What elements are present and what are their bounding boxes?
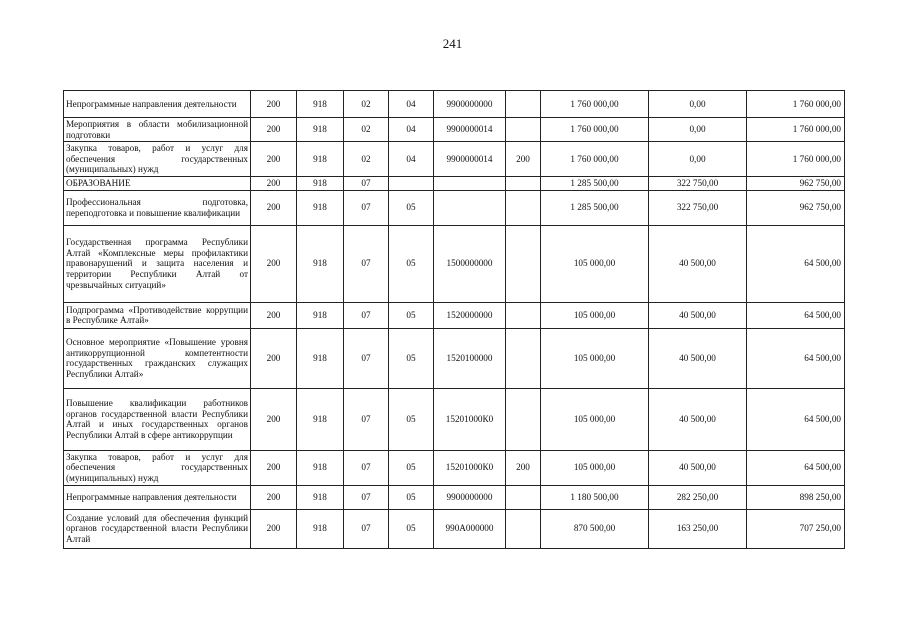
- subsection-cell: 05: [389, 225, 434, 302]
- amount-federal-cell: 0,00: [649, 142, 747, 177]
- amount-total-cell: 105 000,00: [541, 328, 649, 388]
- table-row: [64, 142, 845, 177]
- table-row: [64, 190, 845, 225]
- expense-type-cell: [506, 118, 541, 142]
- amount-federal-cell: 163 250,00: [649, 509, 747, 548]
- amount-regional-cell: 1 760 000,00: [747, 142, 845, 177]
- table-row: [64, 302, 845, 328]
- admin-code-cell: 200: [251, 302, 297, 328]
- amount-regional-cell: 707 250,00: [747, 509, 845, 548]
- expense-type-cell: [506, 190, 541, 225]
- admin-code-cell: 200: [251, 388, 297, 450]
- expense-type-cell: [506, 177, 541, 191]
- section-cell: 07: [344, 225, 389, 302]
- amount-federal-cell: 0,00: [649, 91, 747, 118]
- table-row: [64, 485, 845, 509]
- amount-total-cell: 1 760 000,00: [541, 142, 649, 177]
- ministry-code-cell: 918: [297, 91, 344, 118]
- target-article-cell: 990А000000: [434, 509, 506, 548]
- target-article-cell: [434, 190, 506, 225]
- admin-code-cell: 200: [251, 328, 297, 388]
- amount-federal-cell: 40 500,00: [649, 302, 747, 328]
- subsection-cell: 05: [389, 302, 434, 328]
- ministry-code-cell: 918: [297, 225, 344, 302]
- amount-regional-cell: 962 750,00: [747, 177, 845, 191]
- ministry-code-cell: 918: [297, 142, 344, 177]
- budget-table: [63, 90, 845, 549]
- section-cell: 02: [344, 91, 389, 118]
- ministry-code-cell: 918: [297, 328, 344, 388]
- table-row: [64, 225, 845, 302]
- item-name-cell: Непрограммные направления деятельности: [64, 91, 251, 118]
- amount-total-cell: 105 000,00: [541, 302, 649, 328]
- section-cell: 07: [344, 388, 389, 450]
- target-article-cell: 9900000014: [434, 142, 506, 177]
- target-article-cell: 15201000К0: [434, 450, 506, 485]
- item-name-cell: Закупка товаров, работ и услуг для обеспечения государственных (муниципальных) нужд: [64, 142, 251, 177]
- amount-federal-cell: 282 250,00: [649, 485, 747, 509]
- subsection-cell: 04: [389, 142, 434, 177]
- section-cell: 07: [344, 177, 389, 191]
- ministry-code-cell: 918: [297, 485, 344, 509]
- expense-type-cell: [506, 91, 541, 118]
- subsection-cell: 05: [389, 450, 434, 485]
- section-cell: 07: [344, 328, 389, 388]
- item-name-cell: ОБРАЗОВАНИЕ: [64, 177, 251, 191]
- table-row: [64, 177, 845, 191]
- target-article-cell: 9900000000: [434, 91, 506, 118]
- section-cell: 02: [344, 142, 389, 177]
- amount-total-cell: 1 760 000,00: [541, 118, 649, 142]
- item-name-cell: Подпрограмма «Противодействие коррупции в Республике Алтай»: [64, 302, 251, 328]
- item-name-cell: Мероприятия в области мобилизационной подготовки: [64, 118, 251, 142]
- table-row: [64, 328, 845, 388]
- amount-federal-cell: 40 500,00: [649, 328, 747, 388]
- table-row: [64, 509, 845, 548]
- amount-regional-cell: 64 500,00: [747, 328, 845, 388]
- admin-code-cell: 200: [251, 450, 297, 485]
- section-cell: 02: [344, 118, 389, 142]
- amount-regional-cell: 64 500,00: [747, 225, 845, 302]
- subsection-cell: 05: [389, 388, 434, 450]
- amount-total-cell: 105 000,00: [541, 388, 649, 450]
- amount-federal-cell: 322 750,00: [649, 177, 747, 191]
- target-article-cell: 15201000К0: [434, 388, 506, 450]
- expense-type-cell: [506, 225, 541, 302]
- amount-total-cell: 1 180 500,00: [541, 485, 649, 509]
- amount-regional-cell: 64 500,00: [747, 302, 845, 328]
- subsection-cell: 05: [389, 328, 434, 388]
- expense-type-cell: [506, 485, 541, 509]
- table-row: [64, 450, 845, 485]
- admin-code-cell: 200: [251, 91, 297, 118]
- amount-regional-cell: 962 750,00: [747, 190, 845, 225]
- admin-code-cell: 200: [251, 485, 297, 509]
- admin-code-cell: 200: [251, 142, 297, 177]
- ministry-code-cell: 918: [297, 302, 344, 328]
- item-name-cell: Профессиональная подготовка, переподготовка и повышение квалификации: [64, 190, 251, 225]
- ministry-code-cell: 918: [297, 118, 344, 142]
- item-name-cell: Создание условий для обеспечения функций органов государственной власти Республики Алтай: [64, 509, 251, 548]
- target-article-cell: 1520100000: [434, 328, 506, 388]
- expense-type-cell: [506, 328, 541, 388]
- budget-table-body: [64, 91, 845, 549]
- subsection-cell: 04: [389, 91, 434, 118]
- subsection-cell: 05: [389, 485, 434, 509]
- amount-federal-cell: 40 500,00: [649, 450, 747, 485]
- admin-code-cell: 200: [251, 509, 297, 548]
- amount-regional-cell: 898 250,00: [747, 485, 845, 509]
- amount-regional-cell: 1 760 000,00: [747, 91, 845, 118]
- admin-code-cell: 200: [251, 225, 297, 302]
- item-name-cell: Государственная программа Республики Алтай «Комплексные меры профилактики правонарушений и защита населения и территории Республики Алтай от чрезвычайных ситуаций»: [64, 225, 251, 302]
- expense-type-cell: [506, 302, 541, 328]
- ministry-code-cell: 918: [297, 190, 344, 225]
- amount-total-cell: 105 000,00: [541, 225, 649, 302]
- target-article-cell: 1500000000: [434, 225, 506, 302]
- amount-total-cell: 105 000,00: [541, 450, 649, 485]
- target-article-cell: 1520000000: [434, 302, 506, 328]
- section-cell: 07: [344, 509, 389, 548]
- amount-regional-cell: 1 760 000,00: [747, 118, 845, 142]
- amount-federal-cell: 40 500,00: [649, 388, 747, 450]
- target-article-cell: 9900000000: [434, 485, 506, 509]
- subsection-cell: 04: [389, 118, 434, 142]
- table-row: [64, 388, 845, 450]
- ministry-code-cell: 918: [297, 177, 344, 191]
- item-name-cell: Основное мероприятие «Повышение уровня антикоррупционной компетентности государственных гражданских служащих Республики Алтай»: [64, 328, 251, 388]
- admin-code-cell: 200: [251, 118, 297, 142]
- subsection-cell: [389, 177, 434, 191]
- item-name-cell: Непрограммные направления деятельности: [64, 485, 251, 509]
- table-row: [64, 91, 845, 118]
- target-article-cell: [434, 177, 506, 191]
- amount-federal-cell: 0,00: [649, 118, 747, 142]
- section-cell: 07: [344, 190, 389, 225]
- ministry-code-cell: 918: [297, 388, 344, 450]
- expense-type-cell: [506, 388, 541, 450]
- amount-federal-cell: 322 750,00: [649, 190, 747, 225]
- expense-type-cell: 200: [506, 450, 541, 485]
- amount-federal-cell: 40 500,00: [649, 225, 747, 302]
- amount-total-cell: 1 760 000,00: [541, 91, 649, 118]
- section-cell: 07: [344, 450, 389, 485]
- amount-total-cell: 1 285 500,00: [541, 190, 649, 225]
- admin-code-cell: 200: [251, 177, 297, 191]
- amount-regional-cell: 64 500,00: [747, 388, 845, 450]
- amount-total-cell: 1 285 500,00: [541, 177, 649, 191]
- expense-type-cell: 200: [506, 142, 541, 177]
- ministry-code-cell: 918: [297, 509, 344, 548]
- subsection-cell: 05: [389, 190, 434, 225]
- amount-total-cell: 870 500,00: [541, 509, 649, 548]
- item-name-cell: Повышение квалификации работников органов государственной власти Республики Алтай и иных государственных органов Республики Алтай в сфере антикоррупции: [64, 388, 251, 450]
- ministry-code-cell: 918: [297, 450, 344, 485]
- expense-type-cell: [506, 509, 541, 548]
- admin-code-cell: 200: [251, 190, 297, 225]
- target-article-cell: 9900000014: [434, 118, 506, 142]
- section-cell: 07: [344, 302, 389, 328]
- amount-regional-cell: 64 500,00: [747, 450, 845, 485]
- page-number: 241: [442, 36, 463, 51]
- subsection-cell: 05: [389, 509, 434, 548]
- section-cell: 07: [344, 485, 389, 509]
- item-name-cell: Закупка товаров, работ и услуг для обеспечения государственных (муниципальных) нужд: [64, 450, 251, 485]
- table-row: [64, 118, 845, 142]
